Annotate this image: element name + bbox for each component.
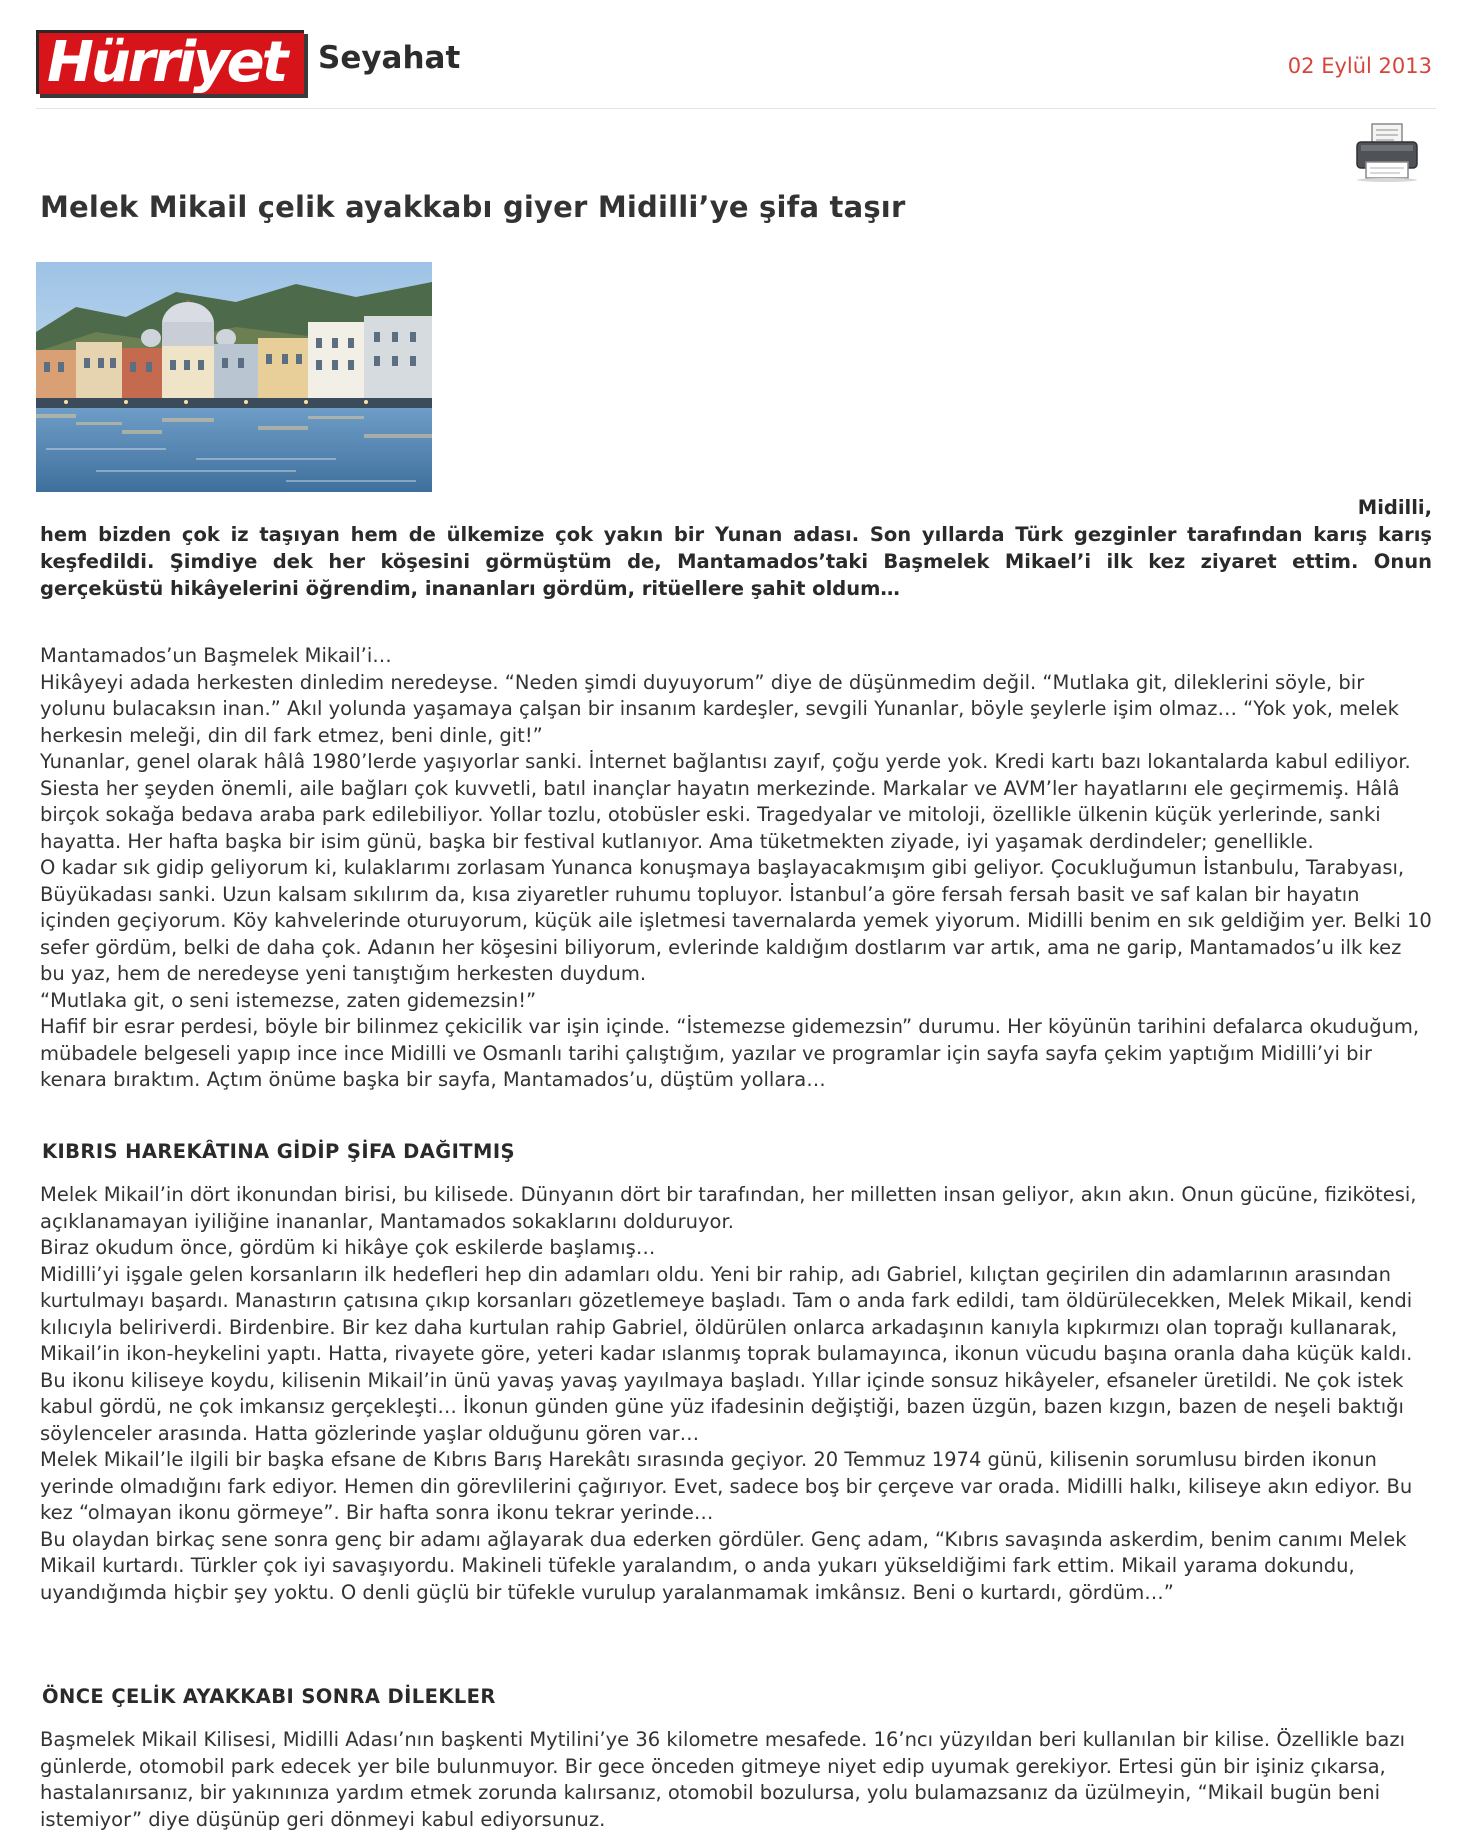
paragraph: Midilli’yi işgale gelen korsanların ilk hedefleri hep din adamları oldu. Yeni bir rahip, adı Gabriel, kılıçtan geçirilen din adamlarının arasından kurtulmayı başardı. Manastırın çatısına çıkıp korsanları gözetlemeye başladı. Tam o anda fark edildi, tam öldürülecekken, Melek Mikail, kendi kılıcıyla beliriverdi. Birdenbire. Bir kez daha kurtulan rahip Gabriel, öldürülen onlarca arkadaşının kanıyla kıpkırmızı olan toprağı kullanarak, Mikail’in ikon-heykelini yaptı. Hatta, rivayete göre, yeteri kadar ıslanmış toprak bulamayınca, ikonun vücudu başına oranla daha küçük kaldı.: [40, 1262, 1413, 1365]
paragraph: Bu ikonu kiliseye koydu, kilisenin Mikail’in ünü yavaş yavaş yayılmaya başladı. Yıllar içinde sonsuz hikâyeler, efsaneler üretildi. Ne çok istek kabul gördü, ne çok imkansız gerçekleşti… İkonun günden güne yüz ifadesinin değiştiği, bazen üzgün, bazen kızgın, bazen de neşeli baktığı söylenceler arasında. Hatta gözlerinde yaşlar olduğunu gören var…: [40, 1368, 1404, 1445]
lead-text: hem bizden çok iz taşıyan hem de ülkemize çok yakın bir Yunan adası. Son yıllarda Türk gezginler tarafından karış karış keşfedildi. Şimdiye dek her köşesini görmüştüm de, Mantamados’taki Başmelek Mikael’i ilk kez ziyaret ettim. Onun gerçeküstü hikâyelerini öğrendim, inananları gördüm, ritüellere şahit oldum…: [40, 523, 1432, 600]
printer-icon: [1354, 122, 1420, 182]
lead-first-word: Midilli,: [1357, 496, 1432, 519]
issue-date: 02 Eylül 2013: [1287, 54, 1432, 78]
paragraph: Hikâyeyi adada herkesten dinledim neredeyse. “Neden şimdi duyuyorum” diye de düşünmedim değil. “Mutlaka git, dileklerini söyle, bir yolunu bulacaksın inan.” Akıl yolunda yaşamaya çalşan bir insanım kardeşler, sevgili Yunanlar, böyle şeylerle işim olmaz… “Yok yok, melek herkesin meleği, din dil fark etmez, beni dinle, git!”: [40, 670, 1399, 747]
paragraph: Bu olaydan birkaç sene sonra genç bir adamı ağlayarak dua ederken gördüler. Genç adam, “Kıbrıs savaşında askerdim, benim canımı Melek Mikail kurtardı. Türkler çok iyi savaşıyordu. Makineli tüfekle yaralandım, o anda yukarı yükseldiğimi fark ettim. Mikail yarama dokundu, uyandığımda hiçbir şey yoktu. O denli güçlü bir tüfekle vurulup yaralanmamak imkânsız. Beni o kurtardı, gördüm…”: [40, 1527, 1407, 1604]
masthead: [36, 30, 1436, 100]
paragraph: Hafif bir esrar perdesi, böyle bir bilinmez çekicilik var işin içinde. “İstemezse gidemezsin” durumu. Her köyünün tarihini defalarca okuduğum, mübadele belgeseli yapıp ince ince Midilli ve Osmanlı tarihi çalıştığım, yazılar ve programlar için sayfa sayfa çekim yaptığım Midilli’yi bir kenara bıraktım. Açtım önüme başka bir sayfa, Mantamados’u, düştüm yollara…: [40, 1015, 1420, 1091]
paragraph: Mantamados’un Başmelek Mikail’i…: [40, 644, 392, 667]
print-button[interactable]: [1354, 122, 1420, 182]
paragraph: Başmelek Mikail Kilisesi, Midilli Adası’nın başkenti Mytilini’ye 36 kilometre mesafede. 16’ncı yüzyıldan beri kullanılan bir kilise. Özellikle bazı günlerde, otomobil park edecek yer bile bulunmuyor. Bir gece önceden gitmeye niyet edip uyumak gerekiyor. Ertesi gün bir işiniz çıkarsa, hastalanırsanız, bir yakınınıza yardım etmek zorunda kalırsanız, otomobil bozulursa, yolu bulamazsanız da üzülmeyin, “Mikail bugün beni istemiyor” diye düşünüp geri dönmeyi kabul ediyorsunuz.: [40, 1728, 1406, 1831]
article-section-2: [40, 1182, 1432, 1606]
article-section-1: [40, 643, 1432, 1094]
subheading-kibris: KIBRIS HAREKÂTINA GİDİP ŞİFA DAĞITMIŞ: [42, 1140, 515, 1163]
article-photo: [36, 262, 432, 492]
article-lead: [40, 494, 1432, 602]
article-title: Melek Mikail çelik ayakkabı giyer Midilli’ye şifa taşır: [40, 190, 906, 224]
paragraph: Melek Mikail’in dört ikonundan birisi, bu kilisede. Dünyanın dört bir tarafından, her milletten insan geliyor, akın akın. Onun gücüne, fizikötesi, açıklanamayan iyiliğine inananlar, Mantamados sokaklarını dolduruyor.: [40, 1183, 1417, 1233]
article-section-3: [40, 1727, 1432, 1833]
paragraph: Melek Mikail’le ilgili bir başka efsane de Kıbrıs Barış Harekâtı sırasında geçiyor. 20 Temmuz 1974 günü, kilisenin sorumlusu birden ikonun yerinde olmadığını fark ediyor. Hemen din görevlilerini çağırıyor. Evet, sadece boş bir çerçeve var orada. Midilli halkı, kiliseye akın ediyor. Bu kez “olmayan ikonu görmeye”. Bir hafta sonra ikonu tekrar yerinde…: [40, 1448, 1413, 1524]
section-title: Seyahat: [318, 40, 461, 76]
logo-text: Hürriyet: [47, 30, 286, 95]
hurriyet-logo[interactable]: [36, 30, 304, 94]
subheading-celik-ayakkabi: ÖNCE ÇELİK AYAKKABI SONRA DİLEKLER: [42, 1685, 496, 1708]
paragraph: O kadar sık gidip geliyorum ki, kulaklarımı zorlasam Yunanca konuşmaya başlayacakmışım gibi geliyor. Çocukluğumun İstanbulu, Tarabyası, Büyükadası sanki. Uzun kalsam sıkılırım da, kısa ziyaretler ruhumu topluyor. İstanbul’a göre fersah fersah basit ve saf kalan bir hayatın içinden geçiyorum. Köy kahvelerinde oturuyorum, küçük aile işletmesi tavernalarda yemek yiyorum. Midilli benim en sık geldiğim yer. Belki 10 sefer gördüm, belki de daha çok. Adanın her köşesini biliyorum, evlerinde kaldığım dostlarım var artık, ama ne garip, Mantamados’u ilk kez bu yaz, hem de neredeyse yeni tanıştığım herkesten duydum.: [40, 856, 1432, 985]
paragraph: Biraz okudum önce, gördüm ki hikâye çok eskilerde başlamış…: [40, 1236, 656, 1259]
paragraph: Yunanlar, genel olarak hâlâ 1980’lerde yaşıyorlar sanki. İnternet bağlantısı zayıf, çoğu yerde yok. Kredi kartı bazı lokantalarda kabul ediliyor. Siesta her şeyden önemli, aile bağları çok kuvvetli, batıl inançlar hayatın merkezinde. Markalar ve AVM’ler hayatlarını ele geçirmemiş. Hâlâ birçok sokağa bedava araba park edilebiliyor. Yollar tozlu, otobüsler eski. Tragedyalar ve mitoloji, özellikle ülkenin küçük yerlerinde, sanki hayatta. Her hafta başka bir isim günü, başka bir festival kutlanıyor. Ama tüketmekten ziyade, iyi yaşamak derdindeler; genellikle.: [40, 750, 1411, 853]
header-divider: [36, 108, 1436, 109]
paragraph: “Mutlaka git, o seni istemezse, zaten gidemezsin!”: [40, 988, 537, 1012]
